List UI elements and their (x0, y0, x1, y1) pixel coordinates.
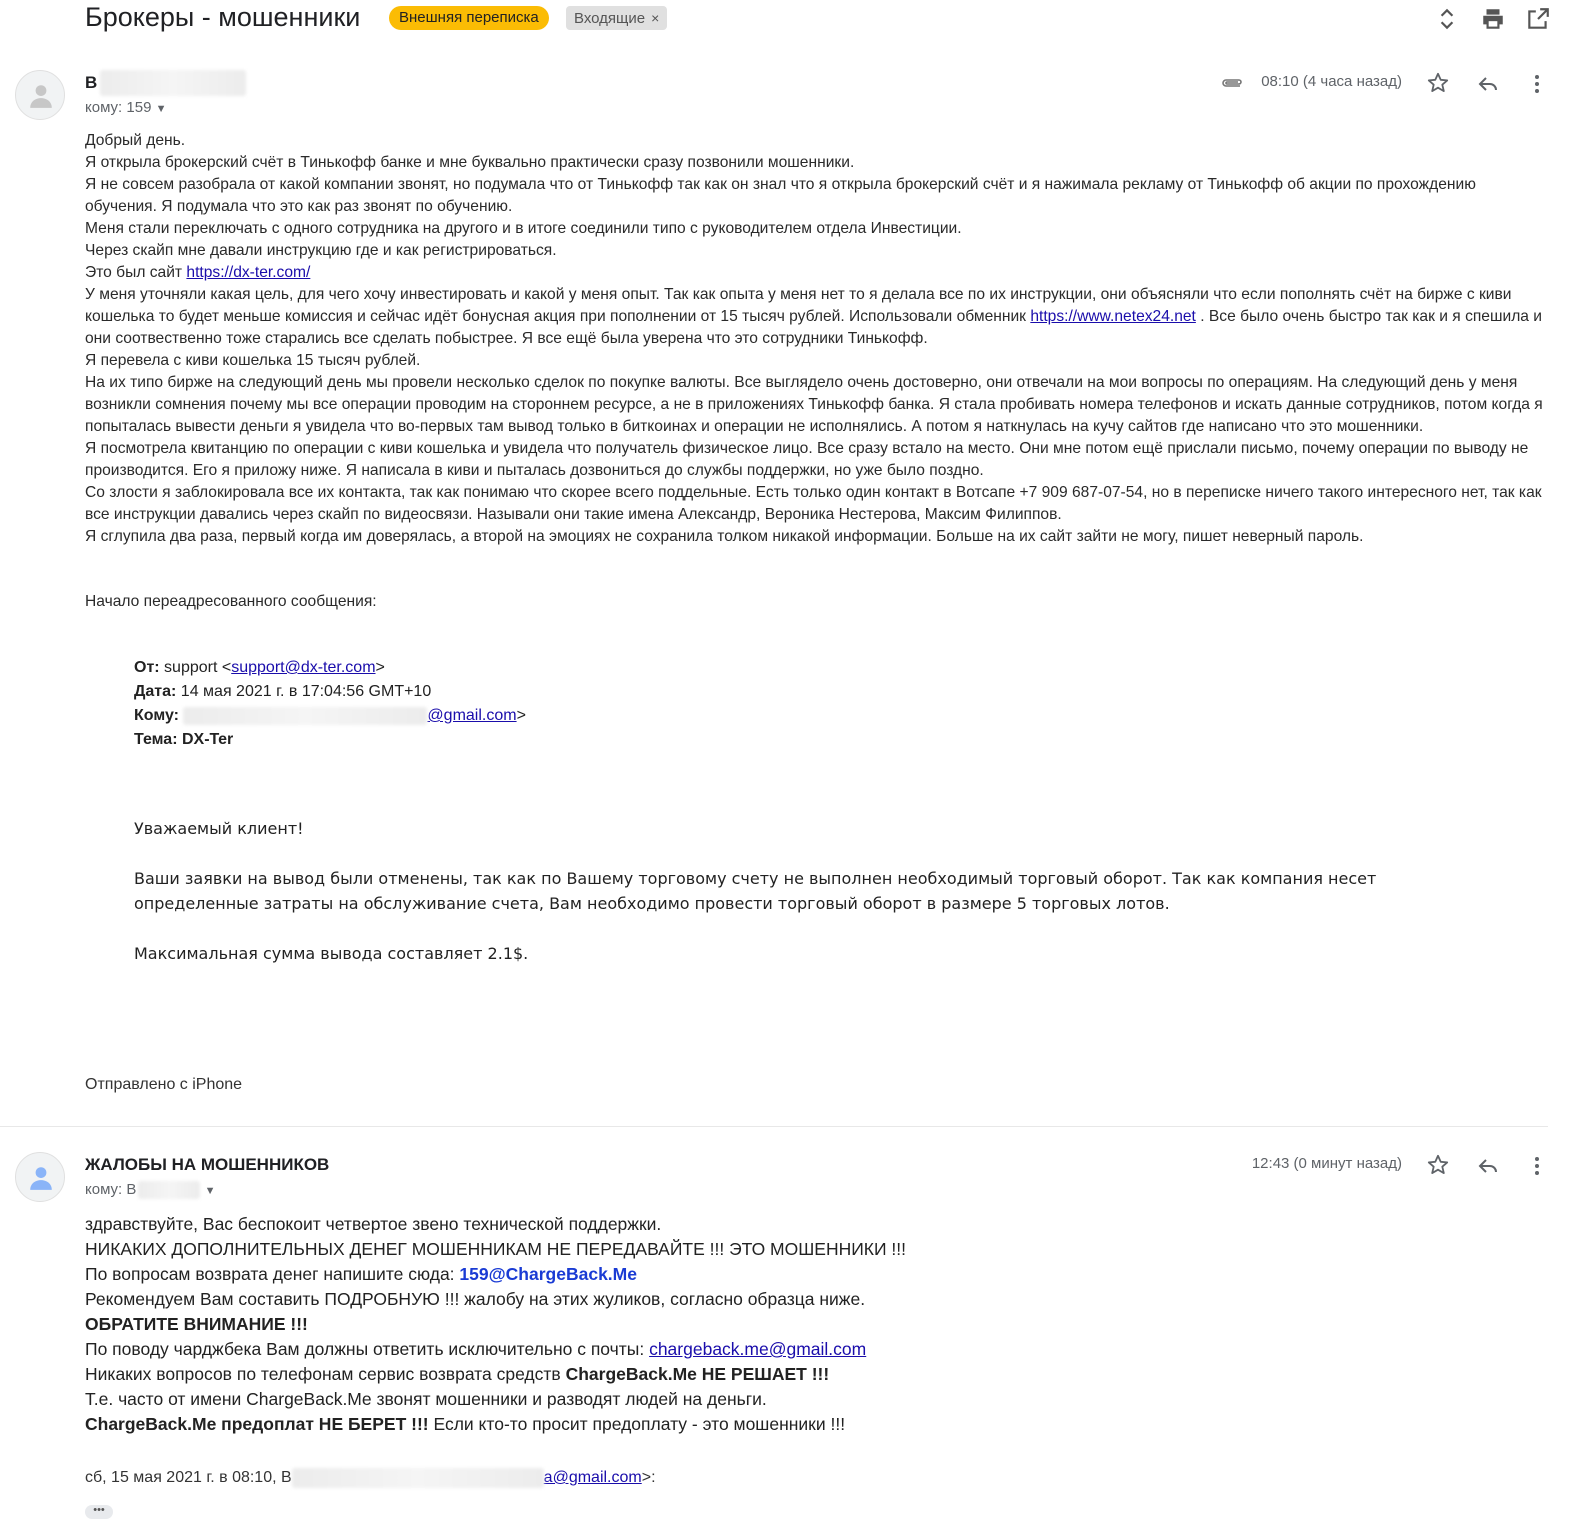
paragraph: Добрый день. (85, 132, 186, 149)
signature: Отправлено с iPhone (85, 1076, 243, 1093)
paperclip-icon (1220, 73, 1244, 91)
sender-avatar[interactable] (15, 70, 65, 120)
date-label: Дата: (134, 683, 177, 700)
more-vert-icon[interactable] (1527, 1154, 1547, 1178)
to-end: > (516, 707, 526, 724)
message-time: 12:43 (0 минут назад) (1251, 1155, 1402, 1172)
body-line: Т.е. часто от имени ChargeBack.Me звонят мошенники и разводят людей на деньги. (85, 1389, 767, 1409)
forward-intro: Начало переадресованного сообщения: (85, 593, 377, 610)
body-line: Рекомендуем Вам составить ПОДРОБНУЮ !!! жалобу на этих жуликов, согласно образца ниже. (85, 1289, 866, 1309)
body-text: Никаких вопросов по телефонам сервис возврата средств (85, 1364, 566, 1384)
paragraph-text: Это был сайт (85, 264, 187, 281)
recipient-email-link[interactable]: @gmail.com (427, 707, 517, 724)
paragraph (85, 284, 1550, 350)
forwarded-header (134, 656, 526, 752)
recipients-text: кому: 159 (85, 99, 152, 116)
paragraph-text: У меня уточняли какая цель, для чего хочу инвестировать и какой у меня опыт. Так как опыта у меня нет то я делала все по их инструкции, они объясняли что если пополнять счёт на бирже с киви кошелька то будет меньше комиссия и сейчас идёт бонусная акция при пополнении от 15 тысяч рублей. Использовали обменник (85, 286, 1512, 325)
paragraph: Я открыла брокерский счёт в Тинькофф банке и мне буквально практически сразу позвонили мошенники. (85, 154, 855, 171)
body-line (85, 1262, 906, 1287)
forward-text: Ваши заявки на вывод были отменены, так как по Вашему торговому счету не выполнен необходимый торговый оборот. Так как компания несет определенные затраты на обслуживание счета, Вам необходимо провести торговый оборот в размере 5 торговых лотов. (134, 869, 1377, 913)
person-icon (28, 1164, 54, 1192)
sender-name[interactable]: ЖАЛОБЫ НА МОШЕННИКОВ (85, 1155, 330, 1174)
remove-label-button[interactable]: × (651, 10, 660, 26)
star-icon[interactable] (1426, 71, 1450, 95)
body-line (85, 1337, 906, 1362)
quote-end: >: (641, 1469, 656, 1487)
unfold-icon[interactable] (1434, 6, 1460, 32)
date-value: 14 мая 2021 г. в 17:04:56 GMT+10 (176, 683, 432, 700)
body-line (85, 1362, 906, 1387)
paragraph: На их типо бирже на следующий день мы провели несколько сделок по покупке валюты. Все выглядело очень достоверно, они отвечали на мои вопросы по операциям. На следующий день у меня возникли сомнения почему мы все операции проводим на стороннем ресурсе, а не в приложениях Тинькофф банка. Я стала пробивать номера телефонов и искать данные сотрудников, потом когда я попыталась вывести деньги я увидела что во-первых там вывод только в биткоинах и операции не исполнялись. А потом я наткнулась на кучу сайтов где написано что это мошенники. (85, 374, 1543, 435)
paragraph: Меня стали переключать с одного сотрудника на другого и в итоге соединили типо с руководителем отдела Инвестиции. (85, 220, 962, 237)
forward-text: Максимальная сумма вывода составляет 2.1$. (134, 944, 529, 963)
paragraph: Через скайп мне давали инструкцию где и как регистрироваться. (85, 242, 557, 259)
message-body (85, 130, 1550, 548)
quoted-email-link[interactable]: a@gmail.com (543, 1469, 642, 1487)
support-email-link[interactable]: support@dx-ter.com (231, 659, 376, 676)
dx-ter-link[interactable]: https://dx-ter.com/ (186, 264, 311, 281)
forward-date (134, 680, 526, 704)
show-trimmed-content-button[interactable]: ••• (85, 1505, 113, 1519)
chargeback-gmail-link[interactable]: chargeback.me@gmail.com (649, 1339, 867, 1359)
body-line: ОБРАТИТЕ ВНИМАНИЕ !!! (85, 1314, 308, 1334)
body-line (85, 1412, 906, 1437)
print-icon[interactable] (1480, 6, 1506, 32)
label-external-correspondence[interactable]: Внешняя переписка (389, 6, 549, 30)
star-icon[interactable] (1426, 1153, 1450, 1177)
body-bold: ChargeBack.Me НЕ РЕШАЕТ !!! (565, 1364, 830, 1384)
message-time: 08:10 (4 часа назад) (1261, 73, 1402, 90)
paragraph: Я сглупила два раза, первый когда им доверялась, а второй на эмоциях не сохранила толком никакой информации. Больше на их сайт зайти не могу, пишет неверный пароль. (85, 528, 1364, 545)
to-label: Кому: (134, 707, 179, 724)
sender-avatar[interactable] (15, 1152, 65, 1202)
body-text: По поводу чарджбека Вам должны ответить исключительно с почты: (85, 1339, 650, 1359)
chevron-down-icon: ▼ (204, 1185, 216, 1197)
chevron-down-icon: ▼ (155, 103, 167, 115)
body-line: НИКАКИХ ДОПОЛНИТЕЛЬНЫХ ДЕНЕГ МОШЕННИКАМ НЕ ПЕРЕДАВАЙТЕ !!! ЭТО МОШЕННИКИ !!! (85, 1239, 907, 1259)
chargeback-email[interactable]: 159@ChargeBack.Me (459, 1264, 637, 1284)
from-end: > (375, 659, 385, 676)
redacted-email (183, 707, 427, 725)
open-new-window-icon[interactable] (1525, 6, 1551, 32)
quoted-header (85, 1468, 656, 1488)
paragraph: Я не совсем разобрала от какой компании звонят, но подумала что от Тинькофф так как он знал что я открыла брокерский счёт и я нажимала рекламу от Тинькофф об акции по прохождению обучения. Я подумала что это как раз звонят по обучению. (85, 176, 1476, 215)
body-text: По вопросам возврата денег напишите сюда: (85, 1264, 460, 1284)
body-bold: ChargeBack.Me предоплат НЕ БЕРЕТ !!! (85, 1414, 429, 1434)
label-inbox-text: Входящие (574, 10, 646, 27)
reply-icon[interactable] (1476, 1154, 1500, 1178)
label-inbox[interactable] (566, 6, 667, 30)
message-body (85, 1212, 906, 1437)
subject-value: DX-Ter (177, 731, 234, 748)
netex24-link[interactable]: https://www.netex24.net (1030, 308, 1196, 325)
person-icon (28, 82, 54, 110)
paragraph (85, 262, 1550, 284)
recipients-toggle[interactable] (85, 99, 166, 116)
paragraph-text: . Все было очень быстро так как и я спешила и они соотвественно тоже старались все сделать побыстрее. Я все ещё была уверена что это сотрудники Тинькофф. (85, 308, 1543, 347)
quote-prefix: сб, 15 мая 2021 г. в 08:10, В (85, 1469, 292, 1487)
sender-name[interactable]: В (85, 73, 98, 92)
recipients-text: кому: В (85, 1181, 137, 1198)
subject-label: Тема: (134, 731, 178, 748)
recipients-toggle[interactable] (85, 1181, 215, 1199)
forward-from (134, 656, 526, 680)
forwarded-body (134, 816, 1434, 991)
more-vert-icon[interactable] (1527, 72, 1547, 96)
forward-subject (134, 728, 526, 752)
body-line: здравствуйте, Вас беспокоит четвертое звено технической поддержки. (85, 1214, 662, 1234)
reply-icon[interactable] (1476, 72, 1500, 96)
redacted-sender (100, 70, 246, 96)
body-text: Если кто-то просит предоплату - это мошенники !!! (428, 1414, 846, 1434)
from-label: От: (134, 659, 160, 676)
from-name: support < (159, 659, 232, 676)
forward-to (134, 704, 526, 728)
redacted-recipient (138, 1181, 200, 1199)
redacted-email (292, 1468, 544, 1488)
paragraph: Я перевела с киви кошелька 15 тысяч рублей. (85, 352, 421, 369)
paragraph: Я посмотрела квитанцию по операции с киви кошелька и увидела что получатель физическое лицо. Все сразу встало на место. Они мне потом ещё прислали письмо, почему операции по выводу не производится. Его я приложу ниже. Я написала в киви и пыталась дозвониться до службы поддержки, но уже было поздно. (85, 440, 1529, 479)
greeting: Уважаемый клиент! (134, 819, 304, 838)
paragraph: Со злости я заблокировала все их контакта, так как понимаю что скорее всего поддельные. Есть только один контакт в Вотсапе +7 909 687-07-54, но в переписке ничего такого интересного нет, так как все инструкции давались через скайп по видеосвязи. Называли они такие имена Александр, Вероника Нестерова, Максим Филиппов. (85, 484, 1542, 523)
email-subject: Брокеры - мошенники (85, 2, 361, 32)
message-divider (0, 1126, 1548, 1127)
